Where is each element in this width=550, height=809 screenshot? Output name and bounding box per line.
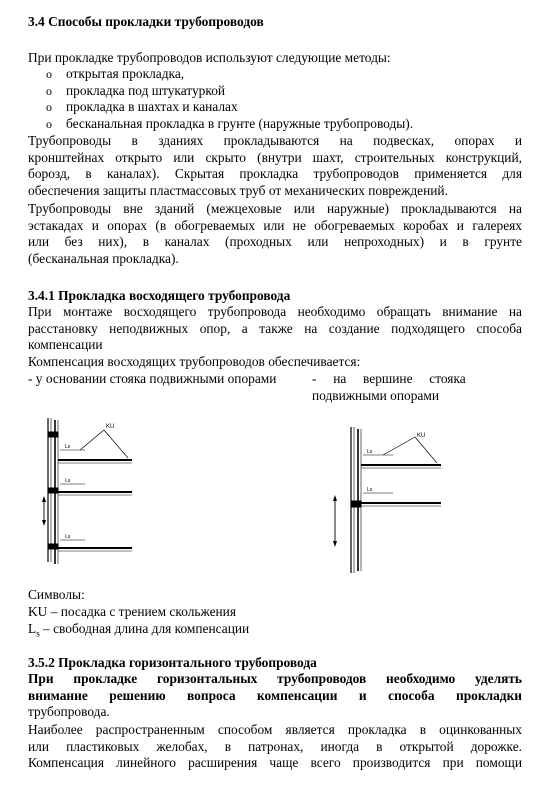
section-3-4-intro: При прокладке трубопроводов используют следующие методы:: [28, 50, 391, 65]
ls-label: Ls: [367, 449, 373, 455]
right-option-text-line-1: - на вершине стояка: [312, 371, 466, 386]
list-item: o бесканальная прокладка в грунте (наружные трубопроводы).: [46, 115, 414, 131]
ku-label: KU: [106, 424, 115, 430]
riser-base-compensation-figure: [40, 412, 170, 572]
ls-label: Ls: [65, 478, 71, 484]
section-3-5-2-paragraph-1: При прокладке горизонтальных трубопроводов необходимо уделять внимание решению вопроса компенсации и способа прокладки трубопровода.: [28, 671, 522, 720]
ls-label: Ls: [367, 487, 373, 493]
list-item: o открытая прокладка,: [46, 66, 185, 81]
compensation-intro: Компенсация восходящих трубопроводов обеспечивается:: [28, 354, 361, 369]
section-3-5-2-paragraph-2: Наиболее распространенным способом является прокладка в оцинкованных или пластиковых желобах, в патронах, иногда в открытой дорожке. Компенсация линейного расширения чаще всего производится при помощи: [28, 722, 522, 771]
section-3-5-2-title: 3.5.2 Прокладка горизонтального трубопровода: [28, 655, 317, 670]
bullet-icon: o: [46, 100, 52, 115]
symbol-ls-definition: $L_s$ – свободная длина для компенсации: [28, 621, 250, 639]
ls-label: Ls: [65, 444, 71, 450]
methods-list: [28, 66, 522, 132]
riser-top-compensation-figure: [323, 425, 453, 575]
bullet-icon: o: [46, 67, 52, 81]
section-3-4-1-paragraph-1: При монтаже восходящего трубопровода необходимо обращать внимание на расстановку неподвижных опор, а также на создание подходящего способа компенсации: [28, 304, 522, 353]
symbol-ku-definition: KU – посадка с трением скольжения: [28, 604, 237, 619]
section-3-4-title: 3.4 Способы прокладки трубопроводов: [28, 14, 264, 29]
section-3-4-paragraph-2: Трубопроводы вне зданий (межцеховые или наружные) прокладываются на эстакадах и опорах (в обогреваемых или не обогреваемых коробах и галереях или без них), в каналах (проходных или непроходных) и в грунте (бесканальная прокладка).: [28, 201, 522, 266]
ls-label: Ls: [65, 534, 71, 540]
left-option-text: - у основании стояка подвижными опорами: [28, 371, 277, 386]
right-option-text-line-2: подвижными опорами: [312, 388, 440, 403]
list-item: o прокладка под штукатуркой: [46, 82, 226, 98]
ku-label: KU: [417, 433, 426, 439]
section-3-4-paragraph-1: Трубопроводы в зданиях прокладываются на подвесках, опорах и кронштейнах открыто или скрыто (внутри шахт, строительных конструкций, борозд, в каналах). Скрытая прокладка трубопроводов применяется для обеспечения защиты пластмассовых труб от механических повреждений.: [28, 133, 522, 198]
bullet-icon: o: [46, 83, 52, 98]
symbols-title: Символы:: [28, 587, 85, 602]
section-3-4-1-title: 3.4.1 Прокладка восходящего трубопровода: [28, 288, 291, 303]
list-item: o прокладка в шахтах и каналах: [46, 99, 238, 115]
bullet-icon: o: [46, 116, 52, 131]
